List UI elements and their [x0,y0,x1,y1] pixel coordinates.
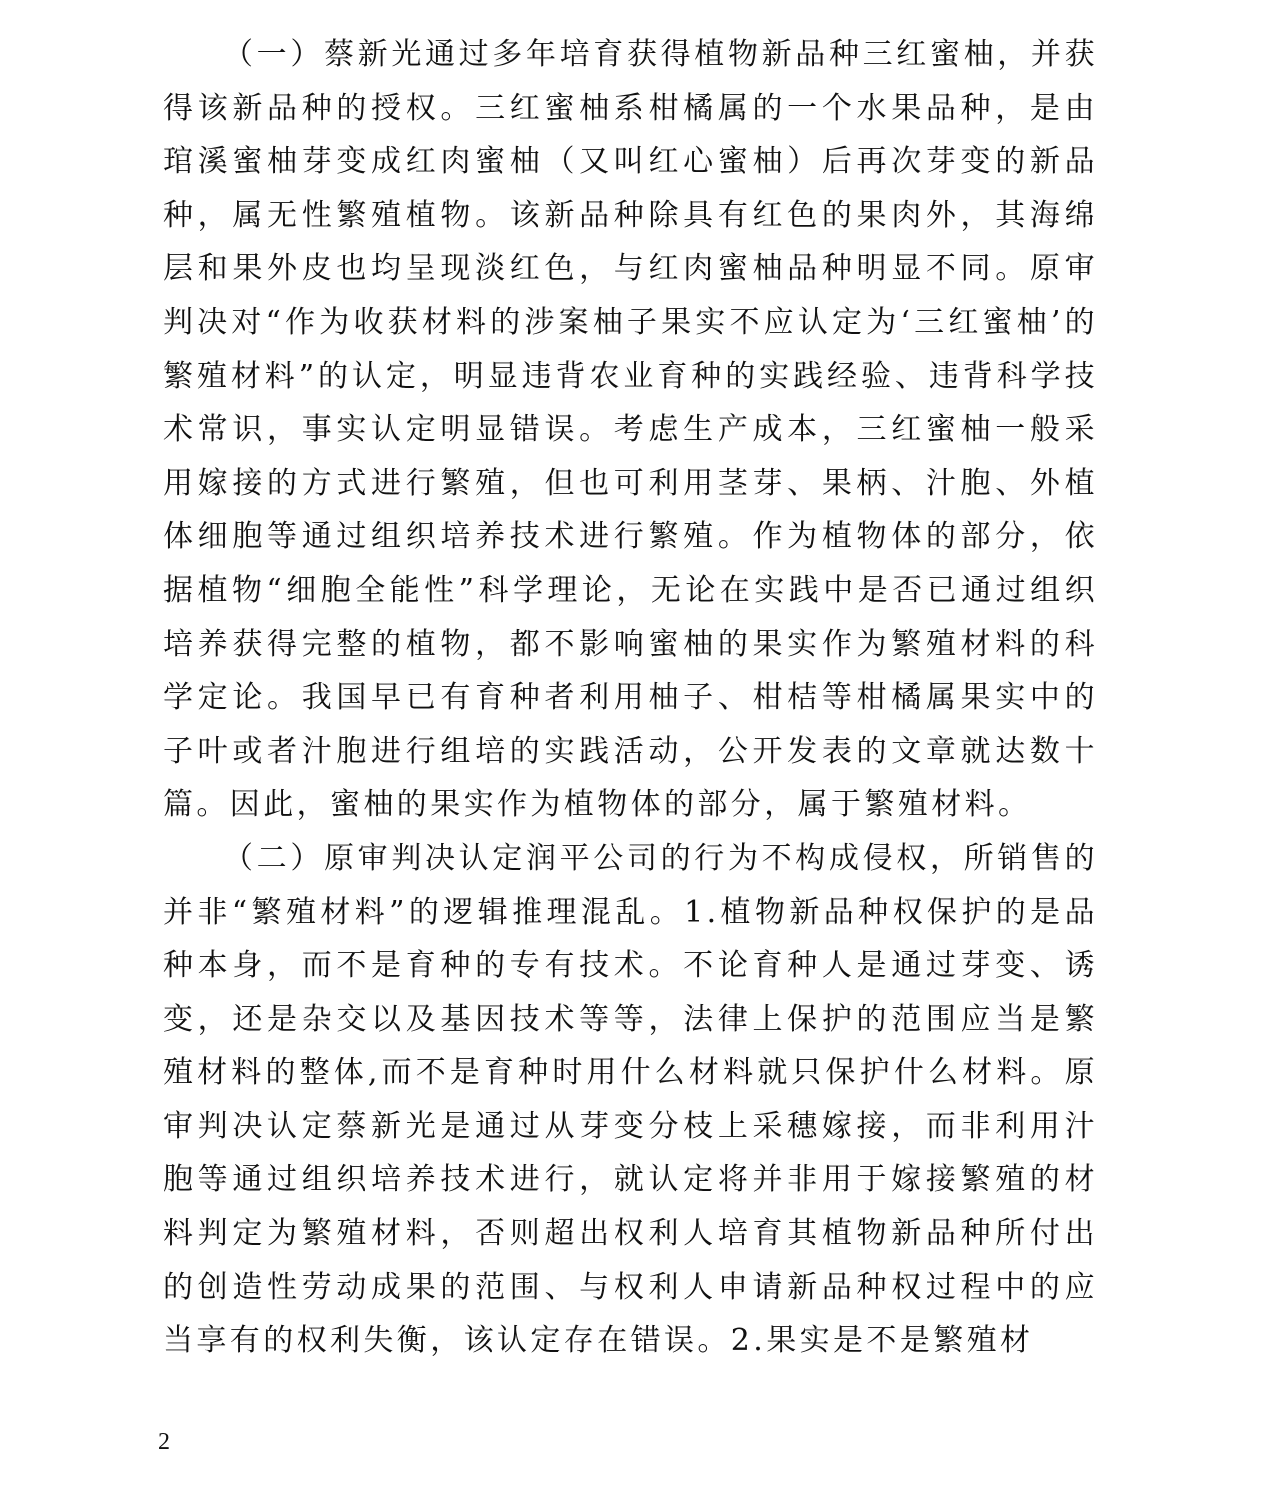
page-number: 2 [158,1429,170,1455]
document-body [163,28,1098,1368]
paragraph-2: （二）原审判决认定润平公司的行为不构成侵权，所销售的并非“繁殖材料”的逻辑推理混乱。1.植物新品种权保护的是品种本身，而不是育种的专有技术。不论育种人是通过芽变、诱变，还是杂交以及基因技术等等，法律上保护的范围应当是繁殖材料的整体,而不是育种时用什么材料就只保护什么材料。原审判决认定蔡新光是通过从芽变分枝上采穗嫁接，而非利用汁胞等通过组织培养技术进行，就认定将并非用于嫁接繁殖的材料判定为繁殖材料，否则超出权利人培育其植物新品种所付出的创造性劳动成果的范围、与权利人申请新品种权过程中的应当享有的权利失衡，该认定存在错误。2.果实是不是繁殖材 [163,840,1098,1359]
paragraph-1: （一）蔡新光通过多年培育获得植物新品种三红蜜柚，并获得该新品种的授权。三红蜜柚系柑橘属的一个水果品种，是由琯溪蜜柚芽变成红肉蜜柚（又叫红心蜜柚）后再次芽变的新品种，属无性繁殖植物。该新品种除具有红色的果肉外，其海绵层和果外皮也均呈现淡红色，与红肉蜜柚品种明显不同。原审判决对“作为收获材料的涉案柚子果实不应认定为‘三红蜜柚’的繁殖材料”的认定，明显违背农业育种的实践经验、违背科学技术常识，事实认定明显错误。考虑生产成本，三红蜜柚一般采用嫁接的方式进行繁殖，但也可利用茎芽、果柄、汁胞、外植体细胞等通过组织培养技术进行繁殖。作为植物体的部分，依据植物“细胞全能性”科学理论，无论在实践中是否已通过组织培养获得完整的植物，都不影响蜜柚的果实作为繁殖材料的科学定论。我国早已有育种者利用柚子、柑桔等柑橘属果实中的子叶或者汁胞进行组培的实践活动，公开发表的文章就达数十篇。因此，蜜柚的果实作为植物体的部分，属于繁殖材料。 [163,37,1098,823]
